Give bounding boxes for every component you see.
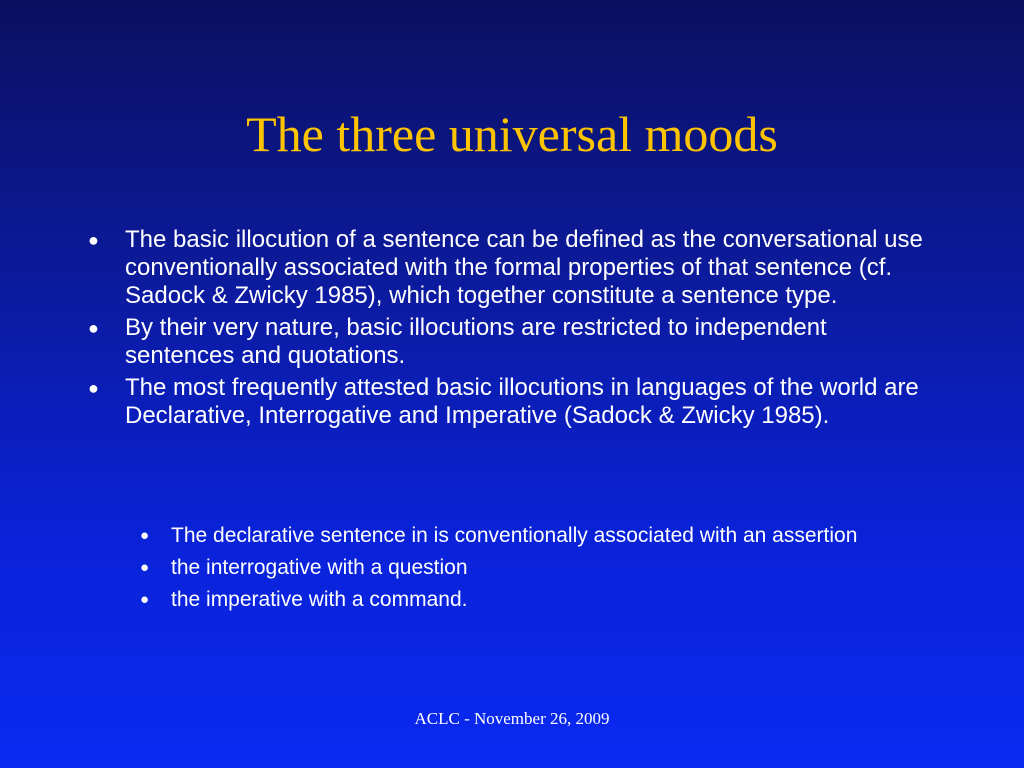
sub-bullet-text: The declarative sentence in is conventionally associated with an assertion [171,524,858,547]
sub-bullet-text: the interrogative with a question [171,556,468,579]
sub-bullet-item [140,588,930,612]
sub-bullet-text: the imperative with a command. [171,588,468,611]
bullet-item [88,314,938,370]
main-bullet-list [88,226,938,434]
bullet-text: The basic illocution of a sentence can be defined as the conversational use conventionally associated with the formal properties of that sentence (cf. Sadock & Zwicky 1985), which together constitute a sentence type. [125,226,923,309]
slide-title: The three universal moods [246,106,778,162]
bullet-dot-icon: ● [140,591,150,608]
sub-bullet-item [140,524,930,548]
bullet-dot-icon: ● [88,378,99,398]
slide-footer: ACLC - November 26, 2009 [414,709,610,728]
bullet-item [88,374,938,430]
sub-bullet-item [140,556,930,580]
bullet-item [88,226,938,310]
bullet-text: By their very nature, basic illocutions are restricted to independent sentences and quotations. [125,314,827,369]
bullet-dot-icon: ● [88,318,99,338]
sub-bullet-list [140,524,930,620]
bullet-text: The most frequently attested basic illocutions in languages of the world are Declarative, Interrogative and Imperative (Sadock & Zwicky 1985). [125,374,919,429]
bullet-dot-icon: ● [140,559,150,576]
bullet-dot-icon: ● [140,527,150,544]
bullet-dot-icon: ● [88,230,99,250]
